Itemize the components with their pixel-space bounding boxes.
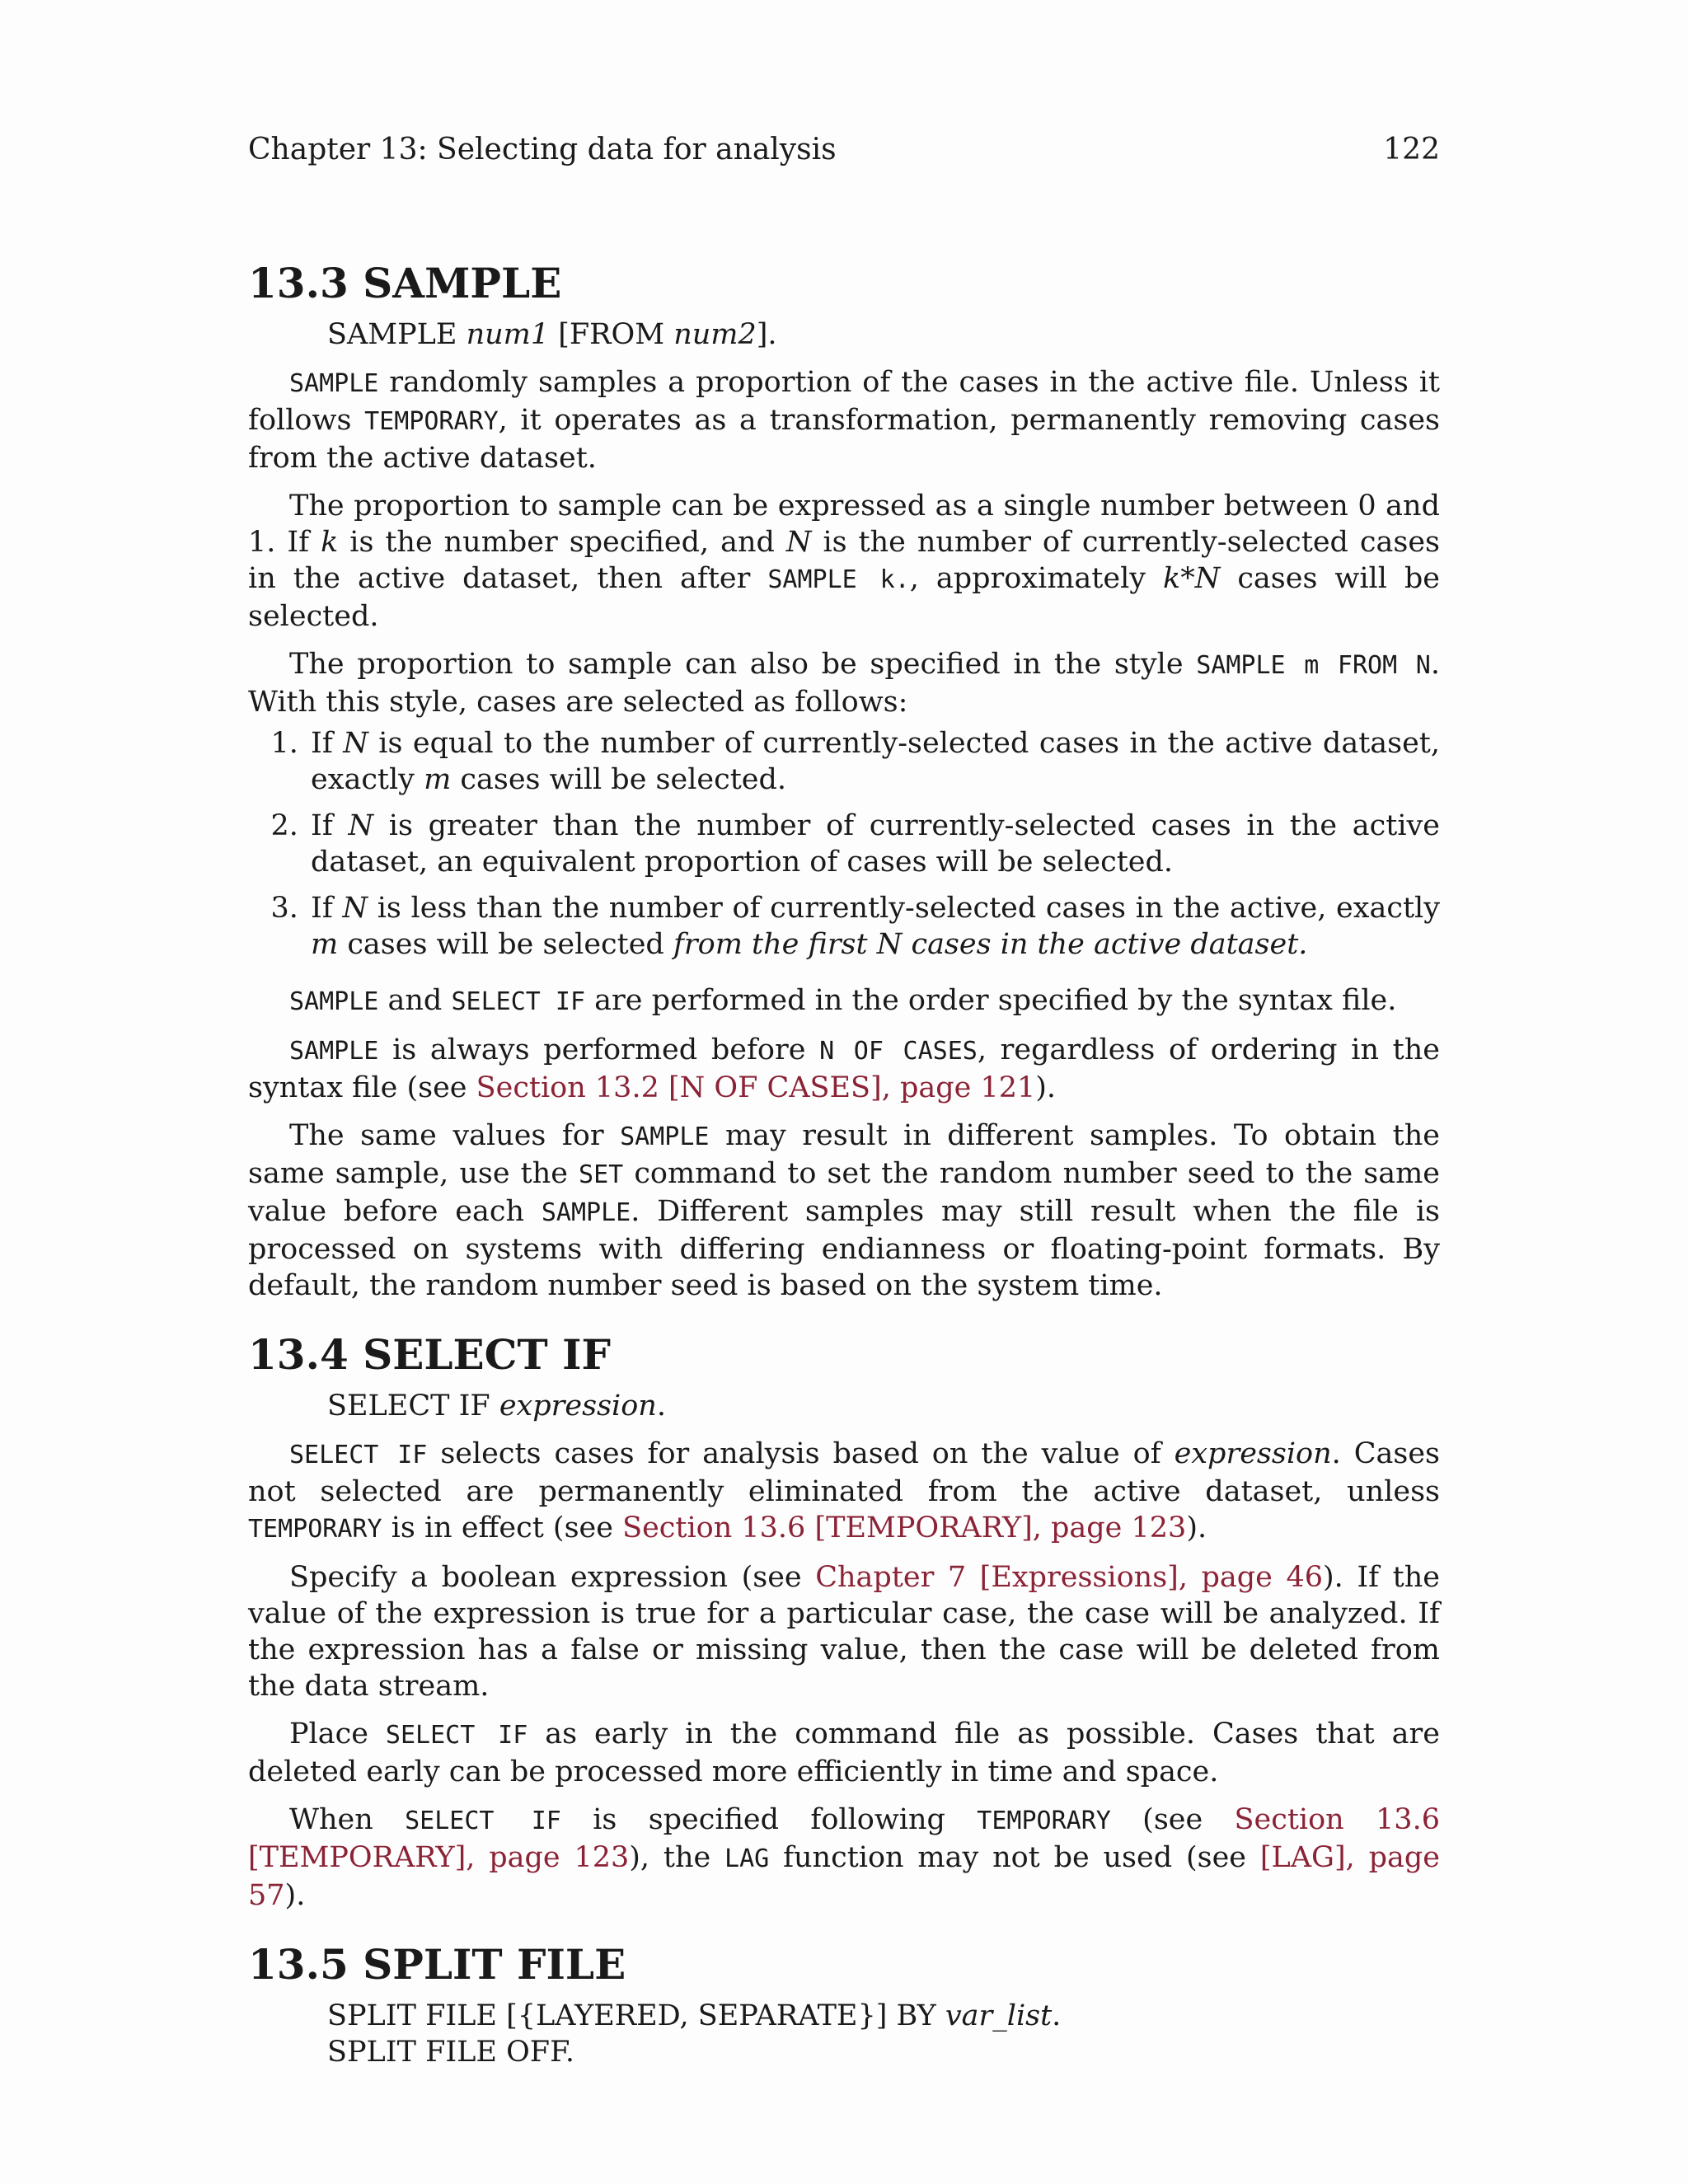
math-var: N [348,809,374,842]
text: ). [1035,1071,1057,1104]
syntax-arg: num1 [466,318,550,351]
text: . Cases not selected are permanently eliminated from the active dataset, unless [248,1437,1440,1508]
code-keyword: SET [579,1160,624,1189]
code-keyword: SELECT IF [405,1807,561,1835]
cross-reference-link[interactable]: Section 13.2 [N OF CASES], page 121 [476,1071,1036,1104]
syntax-arg: num2 [673,318,757,351]
section-heading-split-file: 13.5 SPLIT FILE [248,1940,626,1989]
syntax-text: [FROM [549,318,674,351]
syntax-command: SELECT IF [327,1390,499,1422]
list-item [307,890,1440,963]
code-keyword: SAMPLE [541,1198,631,1227]
cross-reference-link[interactable]: [LAG], page 57 [248,1841,1440,1912]
text: may result in different samples. To obtain the same sample, use the [248,1119,1440,1190]
text: cases will be selected. [451,763,787,796]
split-file-syntax [327,1998,1440,2070]
text: as early in the command file as possible. Cases that are deleted early can be processed more efficiently in time and space. [248,1718,1440,1788]
code-keyword: SAMPLE [289,369,379,398]
syntax-command: SAMPLE [327,318,467,351]
paragraph [248,1802,1440,1914]
syntax-command: SPLIT FILE [{LAYERED, SEPARATE}] BY [327,1999,945,2032]
text: cases will be selected [338,928,673,961]
syntax-text: ]. [756,318,777,351]
paragraph [248,982,1440,1020]
text: function may not be used (see [769,1841,1260,1874]
text: If [311,727,344,760]
syntax-arg: expression [1174,1437,1332,1470]
paragraph [248,1716,1440,1790]
section-heading-select-if: 13.4 SELECT IF [248,1330,611,1379]
text: is in effect (see [382,1511,623,1544]
text: Place [289,1718,386,1750]
sample-syntax [327,316,1440,353]
cross-reference-link[interactable]: Chapter 7 [Expressions], page 46 [815,1561,1323,1594]
text: randomly samples a proportion of the cases in the active file. Unless it follows [248,366,1440,437]
page-content [248,257,1440,2082]
text: . With this style, cases are selected as follows: [248,648,1440,719]
select-if-syntax [327,1388,1440,1424]
text: is less than the number of currently-selected cases in the active, exactly [368,892,1441,925]
text: is greater than the number of currently-selected cases in the active dataset, an equivalent proportion of cases will be selected. [311,809,1441,879]
code-keyword: SAMPLE [620,1122,710,1151]
paragraph [248,1032,1440,1106]
page-number: 122 [1383,133,1440,166]
list-item [307,808,1440,880]
math-var: N [342,892,368,925]
paragraph [248,1559,1440,1704]
text: , approximately [909,562,1164,595]
text: ). [284,1879,306,1912]
syntax-arg: expression [499,1390,657,1422]
code-keyword: TEMPORARY [248,1515,382,1544]
math-var: N [343,727,368,760]
list-item [307,725,1440,798]
code-snippet: SAMPLE m FROM N [1196,651,1431,680]
cross-reference-link[interactable]: Section 13.6 [TEMPORARY], page 123 [622,1511,1187,1544]
code-keyword: SELECT IF [289,1441,428,1469]
text: is always performed before [378,1033,820,1066]
chapter-title: Chapter 13: Selecting data for analysis [248,133,837,166]
text: The same values for [289,1119,621,1152]
text: If [311,892,343,925]
code-keyword: SAMPLE [289,987,379,1016]
emphasis: from the first N cases in the active dataset. [673,928,1308,961]
text: ). [1186,1511,1207,1544]
text: is specified following [560,1803,978,1836]
text: cases will be selected. [248,562,1441,633]
text: . Different samples may still result when the file is processed on systems with differing endianness or floating-point formats. By default, the random number seed is based on the system time. [248,1195,1440,1302]
text: (see [1110,1803,1235,1836]
math-var: m [424,763,452,796]
text: Specify a boolean expression (see [289,1561,816,1594]
code-keyword: TEMPORARY [977,1807,1111,1835]
text: The proportion to sample can also be specified in the style [289,648,1197,681]
math-var: m [311,928,339,961]
code-keyword: LAG [724,1844,770,1873]
paragraph [248,488,1440,635]
math-var: N [785,526,812,559]
cross-reference-link[interactable]: Section 13.6 [TEMPORARY], page 123 [248,1803,1440,1874]
text: is the number specified, and [338,526,786,559]
math-var: k [321,526,339,559]
syntax-text: . [1052,1999,1062,2032]
text: are performed in the order specified by the syntax file. [585,984,1397,1017]
math-expression: k*N [1163,562,1221,595]
syntax-line: SPLIT FILE OFF. [327,2036,575,2069]
text: is equal to the number of currently-selected cases in the active dataset, exactly [311,727,1440,796]
code-snippet: SAMPLE k. [767,565,910,594]
code-keyword: SELECT IF [385,1721,528,1750]
paragraph [248,646,1440,720]
code-keyword: SAMPLE [289,1037,379,1066]
text: ). If the value of the expression is true for a particular case, the case will be analyzed. If the expression has a false or missing value, then the case will be deleted from the data stream. [248,1561,1440,1703]
paragraph [248,364,1440,476]
code-keyword: TEMPORARY [364,407,499,436]
code-keyword: N OF CASES [819,1037,978,1066]
running-head [248,132,1440,168]
selection-rules-list [248,725,1440,963]
text: is the number of currently-selected cases in the active dataset, then after [248,526,1441,595]
text: When [289,1803,406,1836]
text: , regardless of ordering in the syntax file (see [248,1033,1440,1104]
syntax-arg: var_list [945,1999,1053,2032]
text: ), the [629,1841,725,1874]
text: and [378,984,452,1017]
text: command to set the random number seed to the same value before each [248,1157,1440,1228]
paragraph [248,1118,1440,1304]
text: If [311,809,349,842]
text: selects cases for analysis based on the value of [427,1437,1175,1470]
code-keyword: SELECT IF [451,987,586,1016]
syntax-text: . [656,1390,666,1422]
text: , it operates as a transformation, permanently removing cases from the active dataset. [248,404,1440,475]
paragraph [248,1436,1440,1548]
text: The proportion to sample can be expressed as a single number between 0 and 1. If [248,490,1440,559]
section-heading-sample: 13.3 SAMPLE [248,259,562,307]
